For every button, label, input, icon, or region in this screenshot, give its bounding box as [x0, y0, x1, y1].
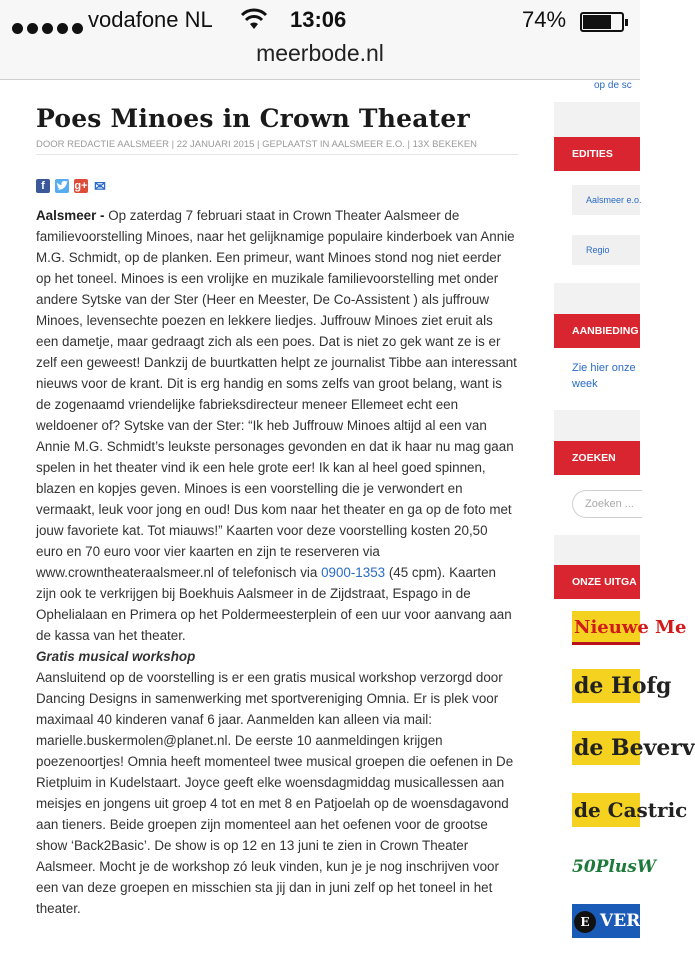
article-subheading: Gratis musical workshop [36, 649, 196, 664]
uitgaven-header: ONZE UITGA [554, 565, 640, 599]
signal-strength-icon [12, 14, 87, 40]
aanbieding-link-cont[interactable]: week [572, 378, 598, 390]
battery-percent: 74% [522, 7, 567, 32]
carrier-name: vodafone NL [88, 7, 213, 32]
aanbieding-panel [554, 348, 640, 410]
article-body [36, 205, 518, 919]
article-title: Poes Minoes in Crown Theater [36, 104, 470, 133]
twitter-share-icon[interactable] [55, 179, 69, 193]
article [36, 104, 518, 919]
article-paragraph: Aansluitend op de voorstelling is er een gratis musical workshop verzorgd door Dancing Designs in samenwerking met sportvereniging Omnia. Er is plek voor maximaal 40 kinderen vanaf 6 jaar. Aanmelden kan alleen via mail: marielle.buskermolen@planet.nl. De eerste 10 aanmeldingen krijgen poezenoortjes! Omnia heeft momenteel twee musical groepen die oefenen in De Rietpluim in Kudelstaart. Joyce geeft elke woensdagmiddag musicallessen aan meisjes en jongens uit groep 4 tot en met 8 en Patjoelah op de woensdagavond aan tieners. Beide groepen zijn momenteel aan het oefenen voor de grootse show ‘Back2Basic’. De show is op 12 en 13 juni te zien in Crown Theater Aalsmeer. Mocht je de workshop zó leuk vinden, kun je je nog inschrijven voor een van deze groepen en misschien sta jij dan in juni zelf op het toneel in het theater. [36, 670, 514, 916]
article-text: (45 cpm). Kaarten zijn ook te verkrijgen bij Boekhuis Aalsmeer in de Zijdstraat, Espago in de Ophelialaan en Primera op het Poldermeesterplein of een uur voor aanvang aan de kassa van het theater. [36, 565, 512, 643]
facebook-share-icon[interactable]: f [36, 179, 50, 193]
article-paragraph [36, 205, 518, 646]
aanbieding-header: AANBIEDING [554, 314, 640, 348]
sidebar-top-link[interactable]: op de sc [554, 80, 640, 102]
castricummer-logo[interactable]: de Castric [572, 793, 640, 827]
article-lead: Aalsmeer - [36, 208, 105, 223]
address-bar[interactable]: meerbode.nl [256, 40, 384, 66]
edition-link-regio[interactable]: Regio [572, 235, 640, 265]
beverwijker-logo[interactable]: de Beverv [572, 731, 640, 765]
vers-badge-icon: E [574, 911, 596, 933]
wifi-icon [240, 9, 268, 37]
article-text: Op zaterdag 7 februari staat in Crown Theater Aalsmeer de familievoorstelling Minoes, naar het gelijknamige populaire kinderboek van Annie M.G. Schmidt, op de planken. Een primeur, want Minoes stond nog niet eerder op het toneel. Minoes is een vrolijke en muzikale familievoorstelling met onder andere Sytske van der Ster (Heer en Meester, De Co-Assistent ) als juffrouw Minoes, levensechte poezen en lekkere liedjes. Juffrouw Minoes ziet eruit als een dametje, maar gedraagt zich als een poes. Dat is niet zo gek want ze is er zelf een geweest! Dankzij de buurtkatten helpt ze journalist Tibbe aan interessant nieuws voor de krant. Dit is erg handig en soms zelfs van groot belang, want is de zogenaamd vriendelijke fabrieksdirecteur meneer Ellemeet echt een weldoener of? Sytske van der Ster: “Ik heb Juffrouw Minoes altijd al een van Annie M.G. Schmidt’s leukste personages gevonden en dat ik haar nu mag gaan spelen in het theater vind ik een hele grote eer! Ik kan al heel goed spinnen, blazen en kopjes geven. Minoes is een voorstelling die je verwondert en vermaakt, leuk voor jong en oud! Dus kom naar het theater en ga op de foto met jouw favoriete kat. Tot miauws!” Kaarten voor deze voorstelling kosten 20,50 euro en 70 euro voor vier kaarten en zijn te reserveren via www.crowntheateraalsmeer.nl of telefonisch via [36, 208, 517, 580]
edition-link-aalsmeer[interactable]: Aalsmeer e.o. [572, 185, 640, 215]
vers-logo-text: VERS [600, 911, 653, 931]
article-meta: DOOR REDACTIE AALSMEER | 22 JANUARI 2015 | GEPLAATST IN AALSMEER E.O. | 13X BEKEKEN [36, 139, 518, 155]
edities-panel [554, 171, 640, 283]
share-bar [36, 179, 518, 195]
battery-icon [580, 12, 624, 32]
status-bar [0, 6, 640, 36]
phone-link[interactable]: 0900-1353 [321, 565, 386, 580]
50pluswijzer-logo[interactable]: 50PlusW [572, 857, 656, 877]
googleplus-share-icon[interactable]: g+ [74, 180, 88, 192]
clock: 13:06 [290, 7, 347, 32]
zoeken-header: ZOEKEN [554, 441, 640, 475]
edities-header: EDITIES [554, 137, 640, 171]
nieuwe-meerbode-logo[interactable]: Nieuwe Me [572, 611, 640, 645]
browser-chrome [0, 0, 640, 80]
uitgaven-panel [554, 599, 695, 960]
vers-logo[interactable] [572, 904, 653, 938]
mail-share-icon[interactable]: ✉ [94, 178, 106, 194]
sidebar [554, 80, 695, 960]
zoeken-panel [554, 475, 640, 535]
search-input[interactable]: Zoeken ... [572, 490, 642, 518]
aanbieding-link[interactable]: Zie hier onze [572, 362, 636, 374]
hofgeest-logo[interactable]: de Hofg [572, 669, 640, 703]
